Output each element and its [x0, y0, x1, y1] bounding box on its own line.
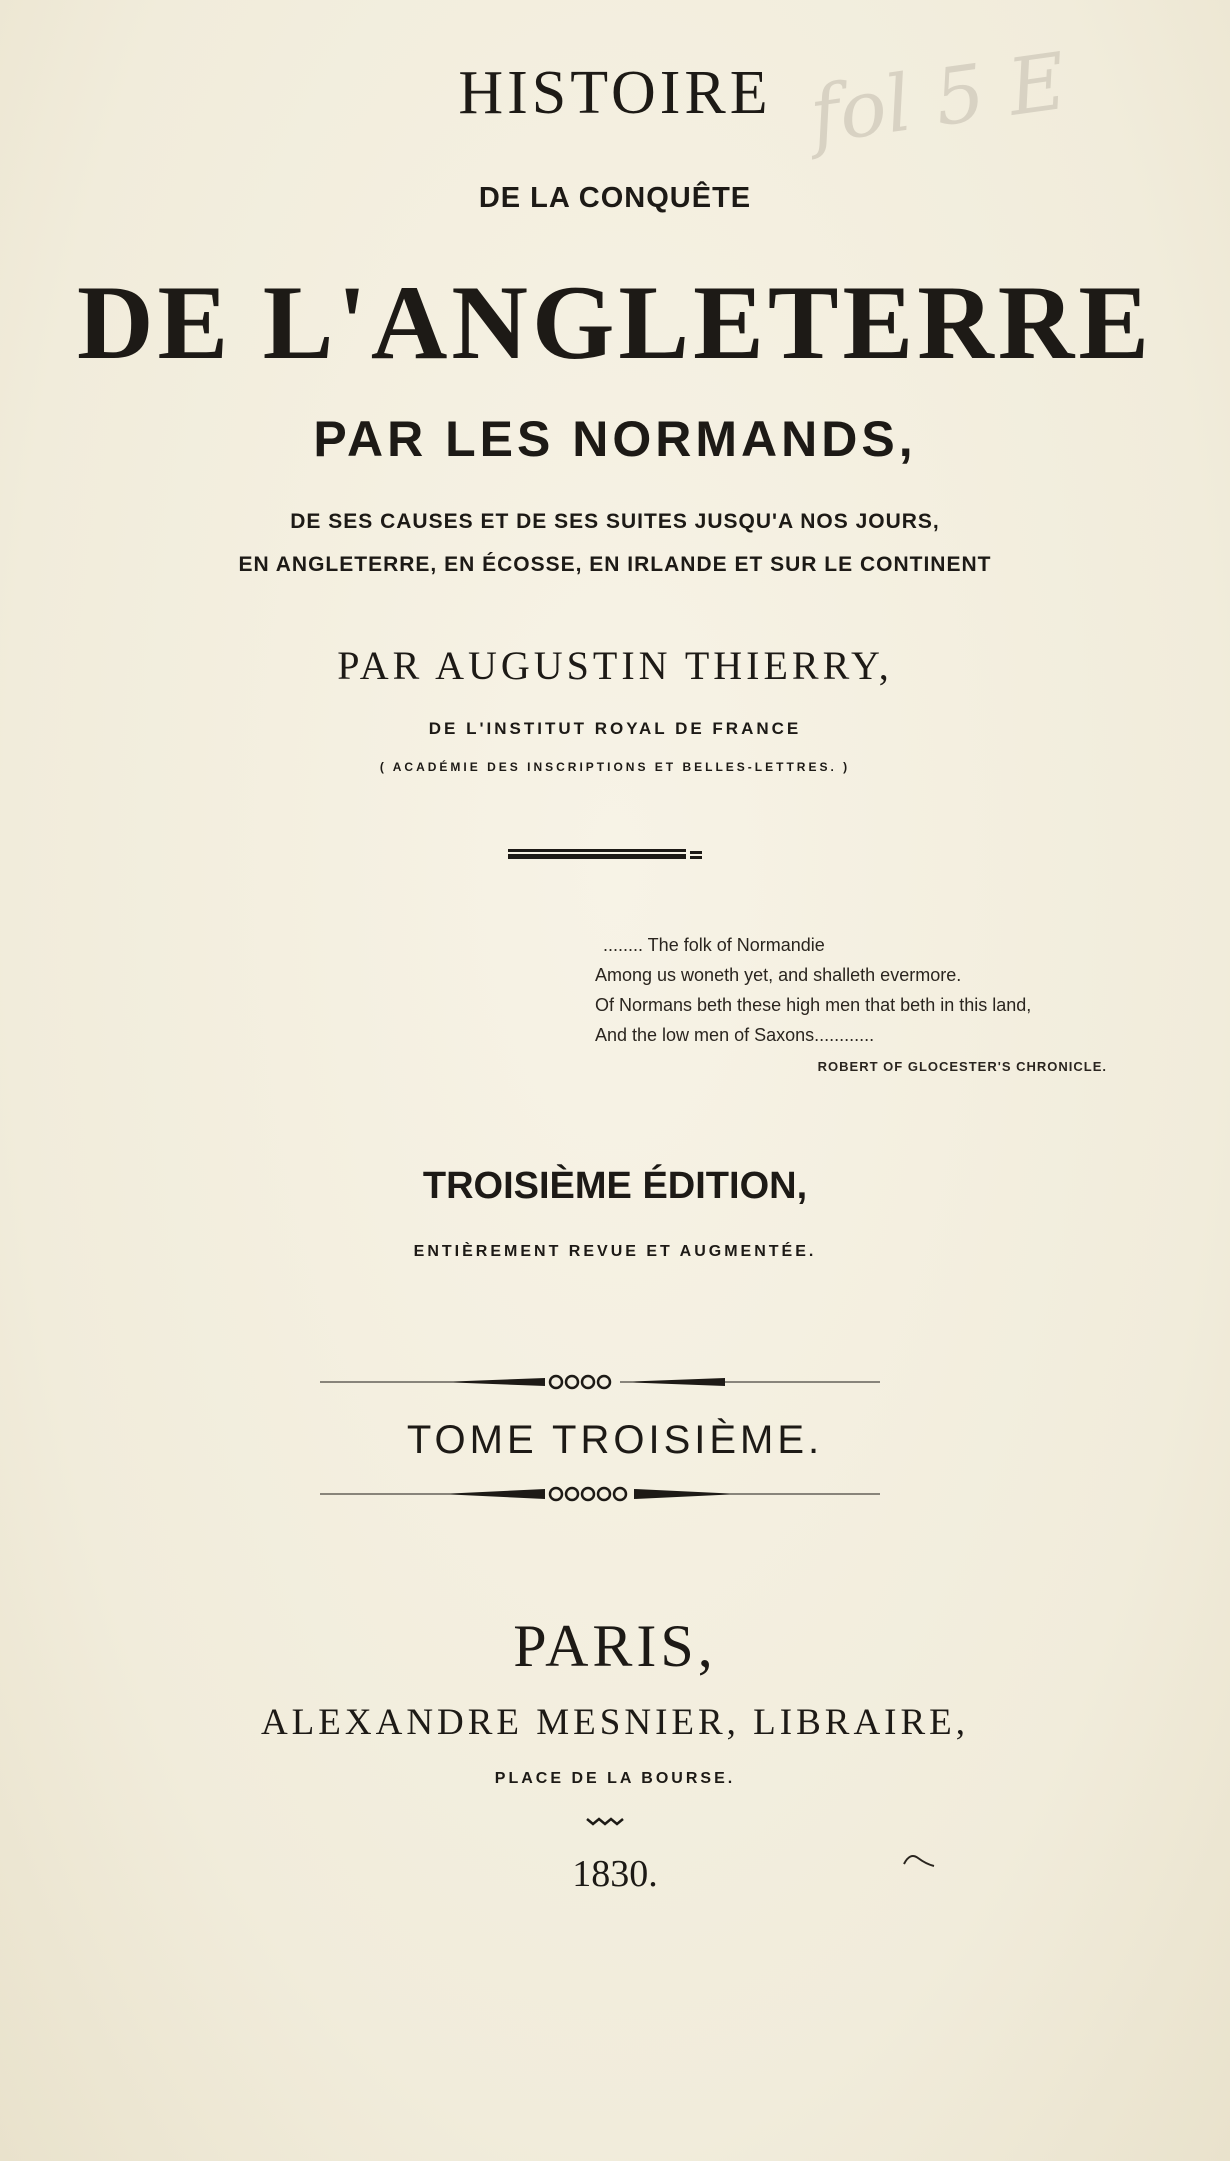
epigraph-line: Of Normans beth these high men that beth in this land, — [595, 995, 1032, 1015]
epigraph-line: ........ The folk of Normandie — [603, 935, 825, 955]
imprint-publisher: ALEXANDRE MESNIER, LIBRAIRE, — [260, 1702, 970, 1743]
small-wave-ornament — [585, 1816, 625, 1826]
ornament-divider — [320, 1371, 880, 1393]
epigraph-line: Among us woneth yet, and shalleth evermore. — [595, 965, 962, 985]
imprint-address: PLACE DE LA BOURSE. — [494, 1770, 736, 1787]
ornament-divider — [320, 1483, 880, 1505]
epigraph-line: And the low men of Saxons............ — [595, 1025, 875, 1045]
title-histoire: HISTOIRE — [458, 59, 772, 127]
imprint-city: PARIS, — [513, 1613, 717, 1679]
epigraph — [595, 930, 1155, 1082]
title-par-les-normands: PAR LES NORMANDS, — [313, 411, 917, 467]
author-affiliation: DE L'INSTITUT ROYAL DE FRANCE — [428, 719, 802, 738]
author-line: PAR AUGUSTIN THIERRY, — [337, 643, 893, 688]
double-rule-divider — [508, 849, 702, 863]
svg-text:fol 5 E: fol 5 E — [804, 36, 1072, 162]
author-academy: ( ACADÉMIE DES INSCRIPTIONS ET BELLES-LETTRES. ) — [379, 760, 851, 774]
imprint-year: 1830. — [572, 1853, 658, 1895]
edition-note: ENTIÈREMENT REVUE ET AUGMENTÉE. — [413, 1243, 817, 1260]
volume-label: TOME TROISIÈME. — [406, 1418, 824, 1462]
title-de-l-angleterre: DE L'ANGLETERRE — [76, 264, 1154, 381]
epigraph-attribution: ROBERT OF GLOCESTER'S CHRONICLE. — [817, 1059, 1107, 1074]
edition-label: TROISIÈME ÉDITION, — [422, 1165, 808, 1207]
subtitle-causes-line1: DE SES CAUSES ET DE SES SUITES JUSQU'A NOS JOURS, — [290, 510, 940, 533]
pencil-mark — [900, 1850, 940, 1870]
title-de-la-conquete: DE LA CONQUÊTE — [478, 182, 752, 214]
subtitle-causes-line2: EN ANGLETERRE, EN ÉCOSSE, EN IRLANDE ET SUR LE CONTINENT — [238, 553, 992, 576]
